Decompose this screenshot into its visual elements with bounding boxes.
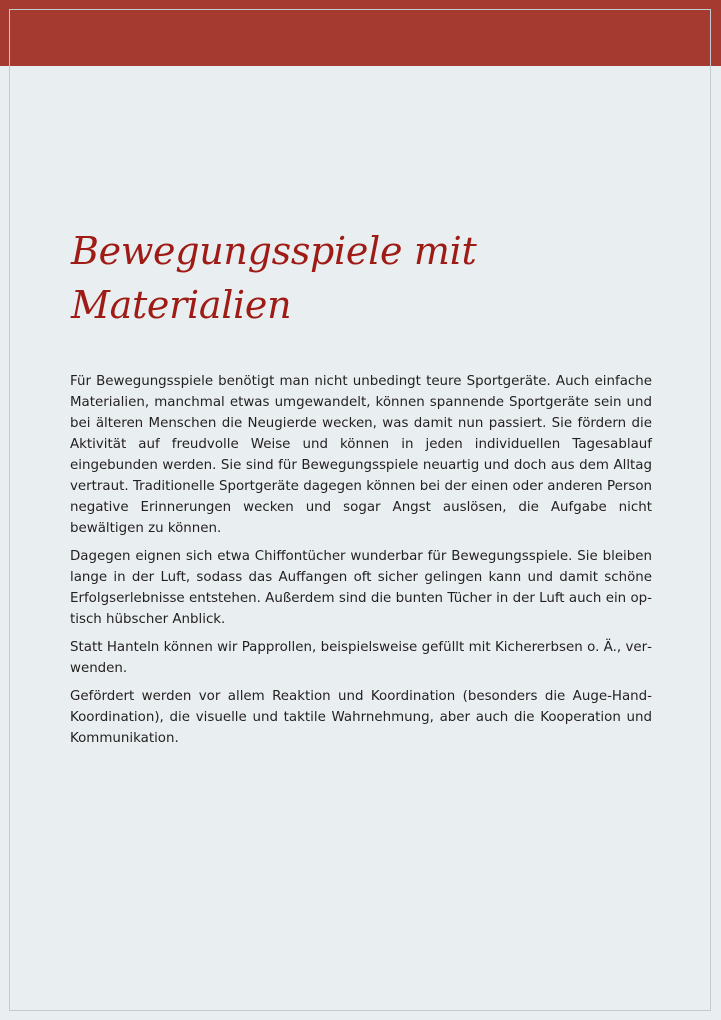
page-title: Bewegungsspiele mit Materialien — [71, 229, 477, 327]
paragraph-4: Gefördert werden vor allem Reaktion und Koordination (besonders die Auge-Hand-Koordination), die visuelle und taktile Wahrnehmung, aber auch die Kooperation und Kommunikation. — [70, 689, 652, 746]
paragraph-3: Statt Hanteln können wir Papprollen, beispielsweise gefüllt mit Kichererbsen o. Ä., verwenden. — [70, 640, 652, 676]
paragraph-2: Dagegen eignen sich etwa Chiffontücher wunderbar für Bewegungsspiele. Sie bleiben lange in der Luft, sodass das Auffangen oft sicher gelingen kann und damit schöne Erfolgserlebnisse entstehen. Außerdem sind die bunten Tücher in der Luft auch ein optisch hübscher Anblick. — [70, 549, 652, 627]
paragraph-1: Für Bewegungsspiele benötigt man nicht unbedingt teure Sportgeräte. Auch einfache Materialien, manchmal etwas umgewandelt, können spannende Sportgeräte sein und bei älteren Menschen die Neugierde wecken, was damit nun passiert. Sie fördern die Aktivität auf freudvolle Weise und können in jeden individuellen Tagesablauf eingebunden werden. Sie sind für Bewegungsspiele neuartig und doch aus dem Alltag vertraut. Traditionelle Sportgeräte dagegen können bei der einen oder anderen Person negative Erinnerungen wecken und sogar Angst auslösen, die Aufgabe nicht bewältigen zu können. — [70, 374, 652, 536]
body-text — [70, 371, 652, 756]
